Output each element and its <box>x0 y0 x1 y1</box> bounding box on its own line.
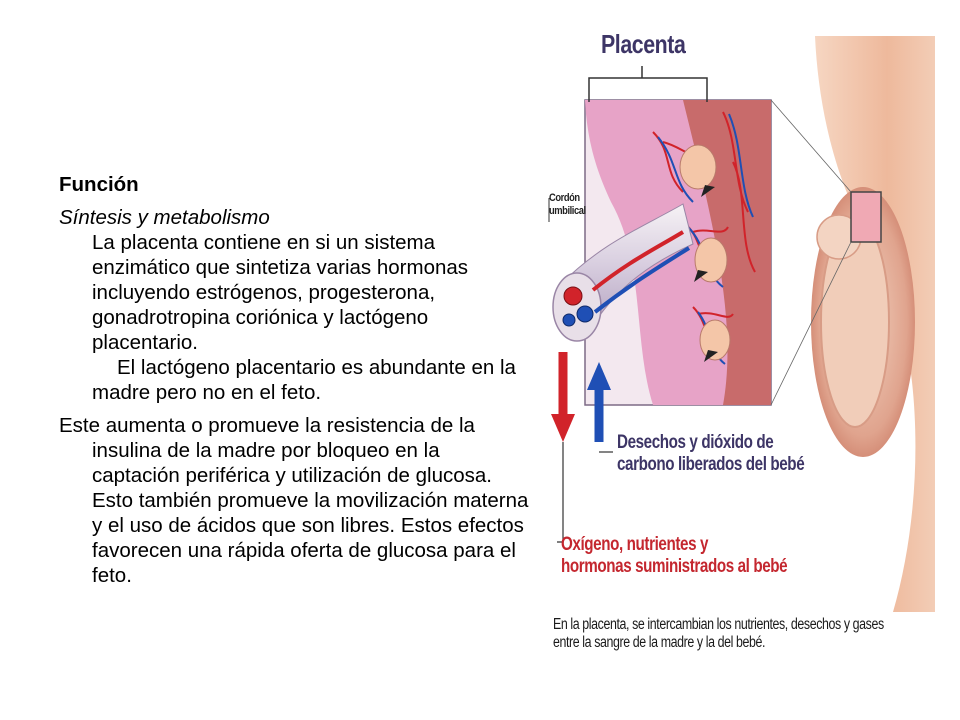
paragraph-insulin: Este aumenta o promueve la resistencia de la insulina de la madre por bloqueo en la captación periférica y utilización de glucosa. Esto también promueve la movilización materna y el uso de ácidos que son libres. Estos efectos favorecen una rápida oferta de glucosa para el feto. <box>59 414 529 587</box>
figure-caption <box>553 616 929 652</box>
supply-label-line2: hormonas suministrados al bebé <box>561 555 788 577</box>
supply-label-line1: Oxígeno, nutrientes y <box>561 534 709 555</box>
placenta-diagram-art <box>533 22 953 682</box>
waste-label-line1: Desechos y dióxido de <box>617 432 774 453</box>
mother-body <box>811 36 935 612</box>
waste-label <box>617 432 857 476</box>
text-column <box>59 172 529 596</box>
placenta-title: Placenta <box>601 29 686 59</box>
caption-line1: En la placenta, se intercambian los nutrientes, desechos y gases <box>553 616 884 633</box>
cord-label <box>549 192 592 217</box>
placenta-illustration <box>533 22 953 682</box>
paragraph-lactogen: El lactógeno placentario es abundante en la madre pero no en el feto. <box>92 356 516 404</box>
waste-label-line2: carbono liberados del bebé <box>617 453 805 475</box>
supply-label <box>561 534 825 578</box>
cord-label-line2: umbilical <box>549 204 586 217</box>
slide-heading: Función <box>59 173 139 196</box>
zoom-box <box>851 192 881 242</box>
paragraph-synthesis: La placenta contiene en si un sistema enzimático que sintetiza varias hormonas incluyendo estrógenos, progesterona, gonadrotropina coriónica y lactógeno placentario. <box>92 231 469 354</box>
caption-line2: entre la sangre de la madre y la del bebé. <box>553 633 766 651</box>
cord-label-line1: Cordón <box>549 192 580 204</box>
slide-subheading: Síntesis y metabolismo <box>59 206 270 229</box>
